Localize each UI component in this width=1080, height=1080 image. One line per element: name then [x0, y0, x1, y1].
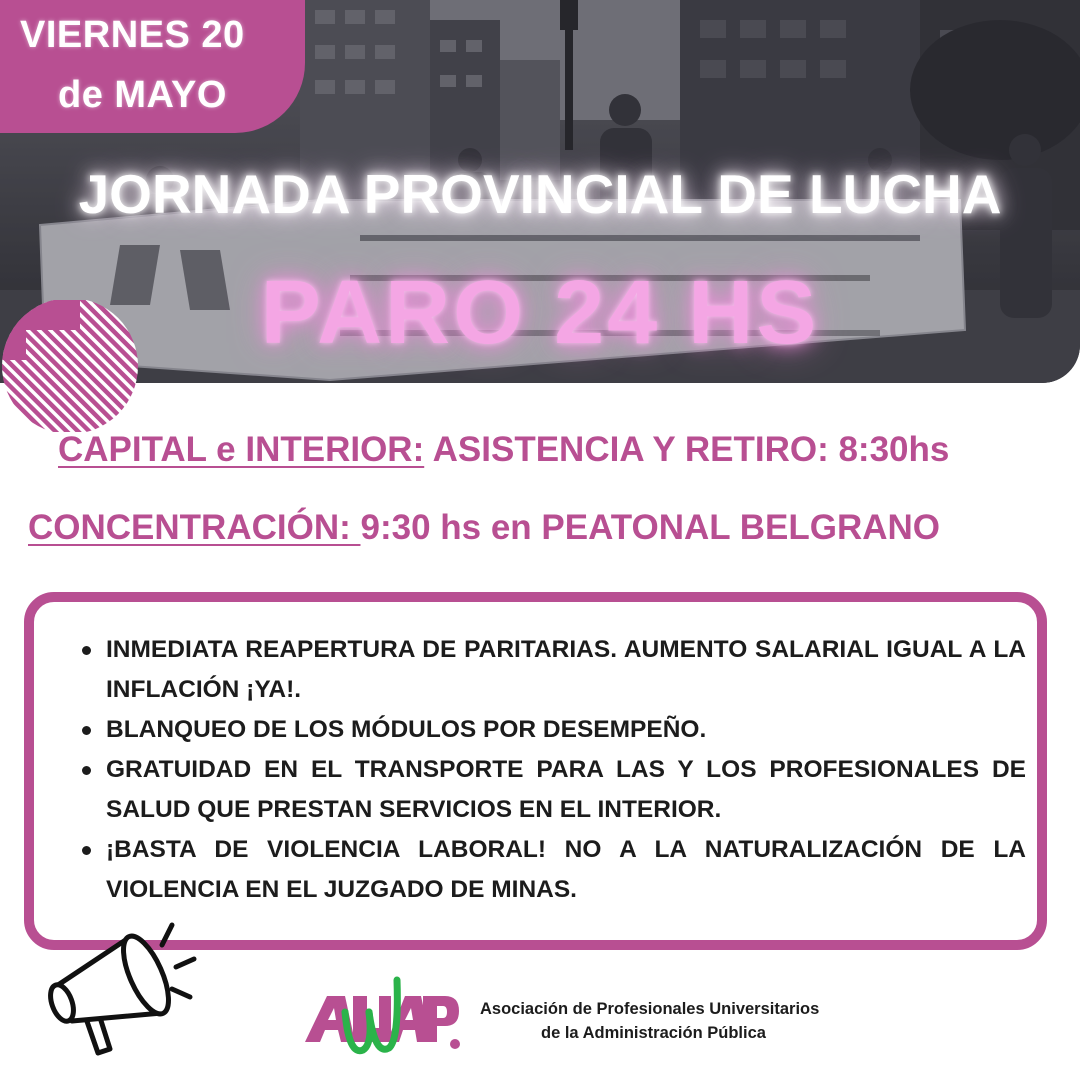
demands-box: [24, 592, 1047, 950]
attendance-info: [58, 430, 949, 470]
org-name-line1: Asociación de Profesionales Universitarios: [480, 1000, 820, 1018]
date-month: de MAYO: [58, 74, 227, 116]
date-badge: [0, 0, 305, 133]
demands-list: [106, 630, 1026, 910]
hero-title: JORNADA PROVINCIAL DE LUCHA: [78, 163, 1002, 225]
attendance-value: ASISTENCIA Y RETIRO: 8:30hs: [424, 430, 950, 469]
concentration-value: 9:30 hs en PEATONAL BELGRANO: [360, 508, 941, 547]
demand-item-3: GRATUIDAD EN EL TRANSPORTE PARA LAS Y LOS PROFESIONALES DE SALUD QUE PRESTAN SERVICIOS EN EL INTERIOR.: [106, 750, 1026, 830]
demand-item-1: INMEDIATA REAPERTURA DE PARITARIAS. AUMENTO SALARIAL IGUAL A LA INFLACIÓN ¡YA!.: [106, 630, 1026, 710]
concentration-label: CONCENTRACIÓN:: [28, 508, 361, 547]
date-weekday-day: VIERNES 20: [20, 14, 245, 56]
hero-subtitle: PARO 24 HS: [260, 263, 820, 363]
attendance-label: CAPITAL e INTERIOR:: [58, 430, 425, 469]
apuap-logo: [305, 972, 460, 1072]
megaphone-icon: [40, 915, 200, 1065]
demand-item-2: BLANQUEO DE LOS MÓDULOS POR DESEMPEÑO.: [106, 710, 1026, 750]
hatched-circle-decoration: [0, 300, 142, 432]
concentration-info: [28, 508, 940, 548]
demand-item-4: ¡BASTA DE VIOLENCIA LABORAL! NO A LA NATURALIZACIÓN DE LA VIOLENCIA EN EL JUZGADO DE MINAS.: [106, 830, 1026, 910]
org-name-line2: de la Administración Pública: [541, 1024, 766, 1042]
